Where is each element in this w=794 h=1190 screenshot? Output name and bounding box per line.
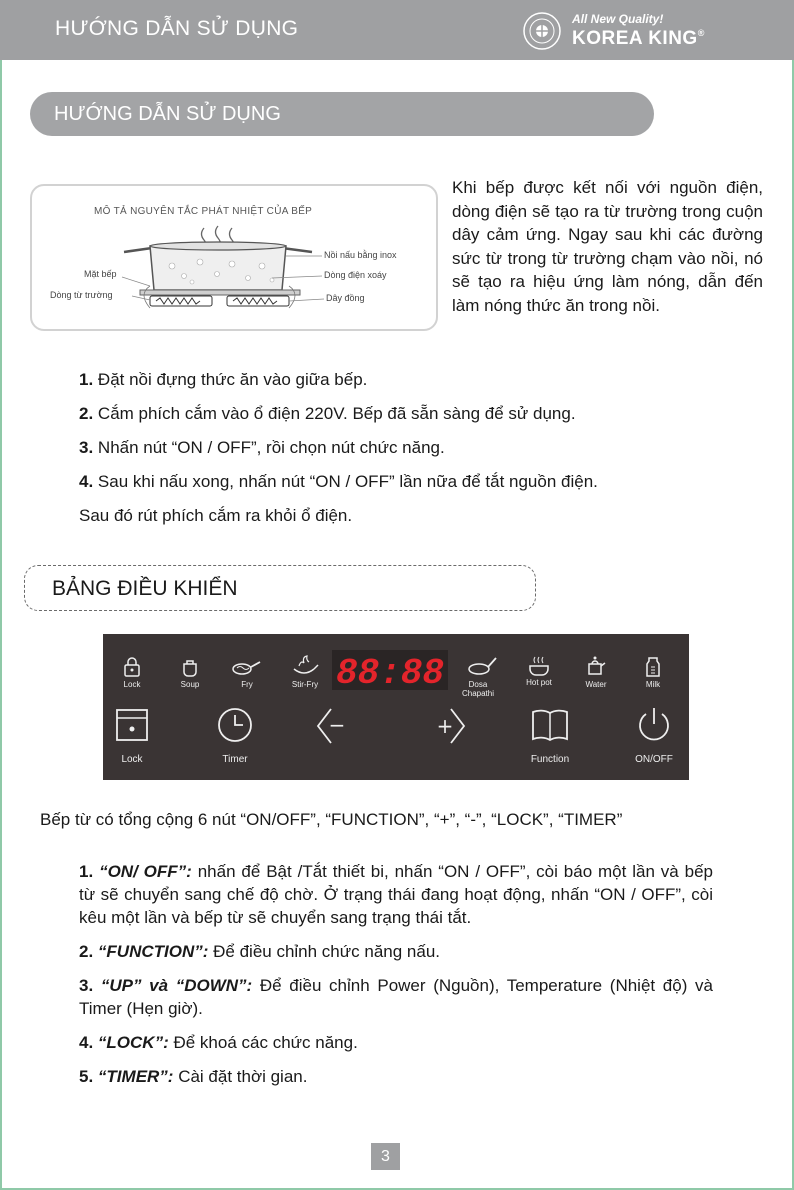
- diagram-label-magnetic-field: Dòng từ trường: [50, 290, 113, 300]
- led-display-digits: [332, 650, 448, 690]
- description-item: [79, 1065, 713, 1088]
- step-number: 3.: [79, 438, 94, 457]
- plus-up-icon: [431, 706, 467, 746]
- led-display: [332, 650, 448, 690]
- lock-icon: [122, 656, 142, 678]
- magnetic-field-arc: [289, 286, 295, 308]
- description-key: “TIMER”:: [97, 1067, 174, 1086]
- pot-handle-left: [124, 248, 152, 252]
- heating-principle-diagram: [30, 184, 438, 331]
- brand-seal-icon: [522, 11, 562, 51]
- panel-label-dosa-chapathi: Dosa Chapathi: [461, 680, 495, 698]
- step-text: Sau khi nấu xong, nhấn nút “ON / OFF” lần nữa để tắt nguồn điện.: [93, 472, 598, 491]
- description-number: 4.: [79, 1033, 94, 1052]
- brand-registered-mark: ®: [697, 28, 705, 38]
- header-title: HƯỚNG DẪN SỬ DỤNG: [55, 17, 299, 40]
- function-book-icon: [531, 708, 569, 742]
- buttons-summary: Bếp từ có tổng cộng 6 nút “ON/OFF”, “FUNCTION”, “+”, “-”, “LOCK”, “TIMER”: [40, 810, 623, 829]
- panel-label-timer: Timer: [222, 754, 248, 765]
- panel-label-soup: Soup: [180, 680, 200, 689]
- step-number: 2.: [79, 404, 94, 423]
- description-text: Cài đặt thời gian.: [173, 1067, 308, 1086]
- panel-label-function: Function: [530, 754, 570, 765]
- step-final-note: Sau đó rút phích cắm ra khỏi ổ điện.: [79, 506, 353, 525]
- description-item: [79, 940, 713, 963]
- description-key: “LOCK”:: [97, 1033, 169, 1052]
- description-key: “ON/ OFF”:: [99, 862, 192, 881]
- description-number: 1.: [79, 862, 94, 881]
- soup-icon: [180, 656, 200, 678]
- step-text: Cắm phích cắm vào ổ điện 220V. Bếp đã sẵn sàng để sử dụng.: [93, 404, 576, 423]
- description-item: [79, 1031, 713, 1054]
- description-text: nhấn để Bật /Tắt thiết bi, nhấn “ON / OFF”, còi báo một lần và bếp từ sẽ chuyển sang chế độ chờ. Ở trạng thái đang hoạt động, nhấn “ON / OFF”, còi kêu một lần và bếp từ sẽ chuyển sang trạng thái tắt.: [79, 862, 713, 927]
- water-kettle-icon: [585, 654, 607, 678]
- copper-coils: [150, 296, 289, 306]
- section-heading-usage-text: HƯỚNG DẪN SỬ DỤNG: [54, 103, 281, 125]
- diagram-label-eddy-current: Dòng điện xoáy: [324, 270, 387, 280]
- diagram-title: MÔ TẢ NGUYÊN TẮC PHÁT NHIỆT CỦA BẾP: [94, 206, 313, 217]
- section-heading-usage: [30, 92, 654, 136]
- fry-icon: [231, 656, 261, 678]
- description-number: 3.: [79, 976, 94, 995]
- led-digits-text: 88:88: [335, 653, 445, 690]
- diagram-label-pot: Nồi nấu bằng inox: [324, 250, 397, 260]
- pot-rim: [150, 242, 286, 250]
- description-number: 5.: [79, 1067, 94, 1086]
- milk-icon: [645, 654, 661, 678]
- power-icon: [635, 706, 673, 744]
- page-header: [0, 0, 794, 60]
- usage-steps: [79, 368, 739, 528]
- intro-paragraph: Khi bếp được kết nối với nguồn điện, dòng điện sẽ tạo ra từ trường trong cuộn dây cảm ứng. Ngay sau khi các đường sức từ trong từ trường chạm vào nồi, nó sẽ tạo ra hiệu ứng làm nóng, dẫn đến làm nóng thức ăn trong nồi.: [452, 178, 763, 315]
- dosa-chapathi-icon: [467, 654, 497, 678]
- control-panel-image: [103, 634, 689, 780]
- step-item: [79, 368, 739, 402]
- diagram-label-copper-coil: Dây đồng: [326, 293, 365, 303]
- hot-pot-icon: [527, 654, 551, 678]
- plus-symbol: +: [436, 714, 454, 738]
- cooktop-surface: [140, 290, 300, 295]
- section-heading-control-panel-text: BẢNG ĐIỀU KHIỂN: [52, 577, 238, 600]
- description-number: 2.: [79, 942, 94, 961]
- diagram-label-cooktop-surface: Mặt bếp: [84, 269, 117, 279]
- description-item: [79, 974, 713, 1020]
- description-text: Để điều chỉnh chức năng nấu.: [208, 942, 440, 961]
- section-heading-control-panel: [24, 565, 536, 611]
- panel-label-hot-pot: Hot pot: [526, 678, 552, 687]
- description-item: [79, 860, 713, 929]
- description-text: Để khoá các chức năng.: [168, 1033, 358, 1052]
- magnetic-field-arc: [144, 286, 150, 308]
- step-number: 1.: [79, 370, 94, 389]
- step-item: [79, 470, 739, 504]
- lock-button-icon: [115, 708, 149, 742]
- panel-label-milk: Milk: [645, 680, 661, 689]
- step-item: [79, 436, 739, 470]
- brand-tagline: All New Quality!: [572, 12, 664, 26]
- step-text: Nhấn nút “ON / OFF”, rồi chọn nút chức năng.: [93, 438, 445, 457]
- button-descriptions: [79, 860, 713, 1099]
- brand-logo: [522, 8, 782, 54]
- stir-fry-icon: [291, 654, 319, 678]
- step-number: 4.: [79, 472, 94, 491]
- brand-name-text: KOREA KING: [572, 28, 698, 49]
- page-number: 3: [371, 1143, 400, 1170]
- panel-label-stir-fry: Stir-Fry: [291, 680, 319, 689]
- minus-down-icon: [315, 706, 351, 746]
- panel-label-water: Water: [585, 680, 607, 689]
- panel-label-on-off: ON/OFF: [635, 754, 673, 765]
- timer-clock-icon: [217, 707, 253, 743]
- description-text: Để điều chỉnh Power (Nguồn), Temperature (Nhiệt độ) và Timer (Hẹn giờ).: [79, 976, 713, 1018]
- minus-symbol: −: [328, 713, 346, 737]
- panel-label-lock-button: Lock: [121, 754, 143, 765]
- step-text: Đặt nồi đựng thức ăn vào giữa bếp.: [93, 370, 368, 389]
- brand-name: [572, 28, 705, 50]
- panel-label-fry: Fry: [241, 680, 253, 689]
- step-item: [79, 402, 739, 436]
- description-key: “UP” và “DOWN”:: [100, 976, 253, 995]
- panel-label-lock-top: Lock: [123, 680, 141, 689]
- description-key: “FUNCTION”:: [97, 942, 209, 961]
